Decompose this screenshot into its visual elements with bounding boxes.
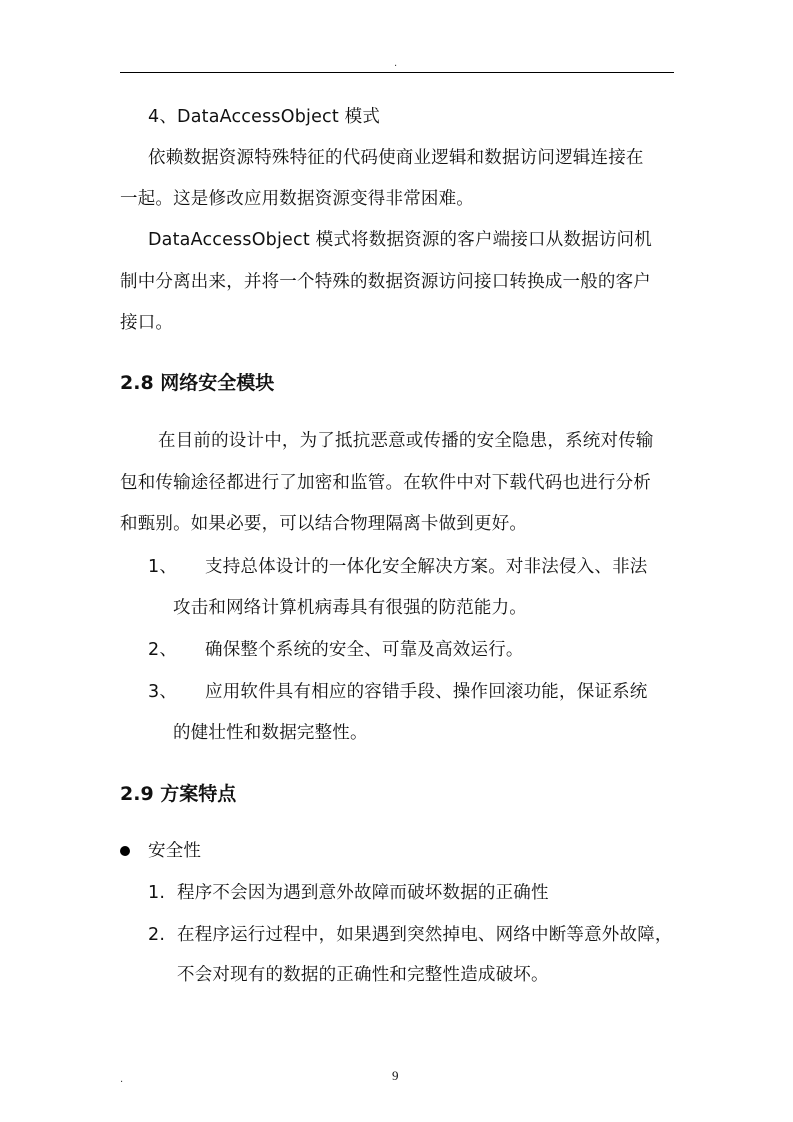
dao-para2-line3: 接口。 <box>120 313 174 333</box>
header-mark: . <box>394 58 398 69</box>
s29-item1-line1: 程序不会因为遇到意外故障而破坏数据的正确性 <box>177 883 549 903</box>
s28-item1-line1: 支持总体设计的一体化安全解决方案。对非法侵入、非法 <box>205 557 648 577</box>
s28-intro-line1: 在目前的设计中，为了抵抗恶意或传播的安全隐患，系统对传输 <box>158 431 654 451</box>
s28-item3-line2: 的健壮性和数据完整性。 <box>173 723 368 743</box>
s28-item2-num: 2、 <box>148 640 178 660</box>
s28-intro-line3: 和甄别。如果必要，可以结合物理隔离卡做到更好。 <box>120 514 528 534</box>
dao-para2-line1: DataAccessObject 模式将数据资源的客户端接口从数据访问机 <box>148 230 652 250</box>
s29-item1-num: 1. <box>148 883 166 903</box>
s28-item1-num: 1、 <box>148 557 178 577</box>
page-number: 9 <box>392 1068 399 1083</box>
dao-para1-line1: 依赖数据资源特殊特征的代码使商业逻辑和数据访问逻辑连接在 <box>148 148 644 168</box>
s28-item1-line2: 攻击和网络计算机病毒具有很强的防范能力。 <box>173 598 527 618</box>
s28-item2-line1: 确保整个系统的安全、可靠及高效运行。 <box>205 640 524 660</box>
section-2-8-heading: 2.8 网络安全模块 <box>120 372 275 394</box>
s29-bullet-label: 安全性 <box>148 841 202 861</box>
s29-item2-num: 2. <box>148 925 166 945</box>
s29-item2-line2: 不会对现有的数据的正确性和完整性造成破坏。 <box>177 965 549 985</box>
dao-title: 4、DataAccessObject 模式 <box>148 107 381 127</box>
s28-intro-line2: 包和传输途径都进行了加密和监管。在软件中对下载代码也进行分析 <box>120 473 651 493</box>
footer-mark: . <box>120 1074 124 1085</box>
s28-item3-num: 3、 <box>148 682 178 702</box>
dao-para1-line2: 一起。这是修改应用数据资源变得非常困难。 <box>120 189 474 209</box>
header-rule <box>120 72 674 73</box>
s28-item3-line1: 应用软件具有相应的容错手段、操作回滚功能，保证系统 <box>205 682 648 702</box>
section-2-9-heading: 2.9 方案特点 <box>120 783 237 805</box>
dao-para2-line2: 制中分离出来，并将一个特殊的数据资源访问接口转换成一般的客户 <box>120 272 651 292</box>
s29-item2-line1: 在程序运行过程中，如果遇到突然掉电、网络中断等意外故障， <box>177 925 673 945</box>
bullet-dot-icon <box>120 846 130 856</box>
